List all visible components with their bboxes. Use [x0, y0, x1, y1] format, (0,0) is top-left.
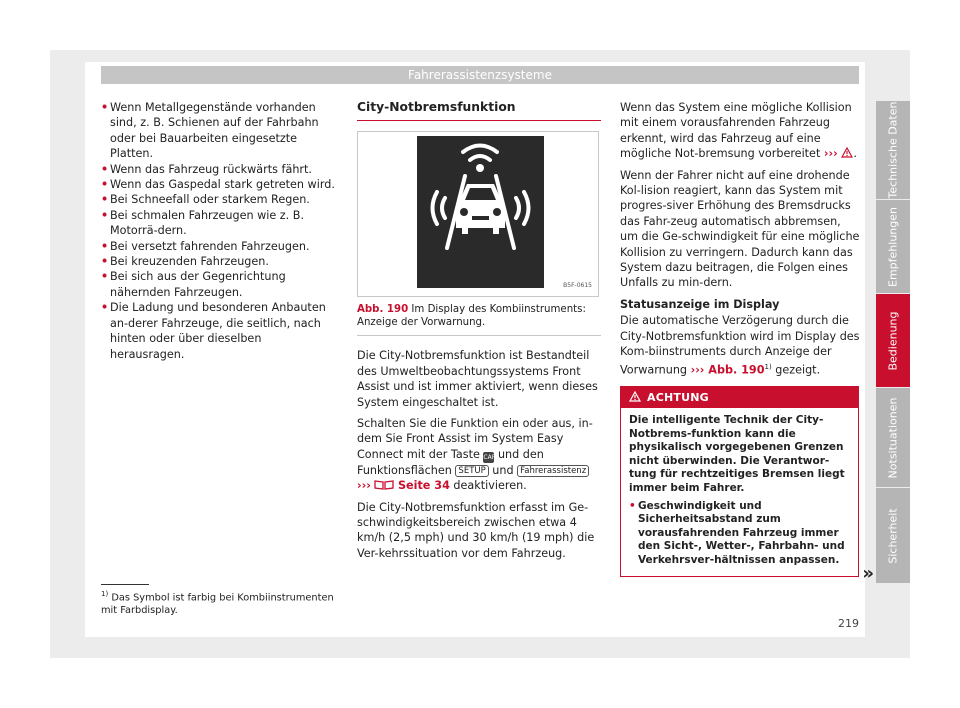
- warning-body: Die intelligente Technik der City-Notbrems-funktion kann die physikalisch vorgegebenen Grenzen nicht überwinden. Die Verantwor-tung für rechtzeitiges Bremsen liegt immer beim Fahrer. • Geschwindigkeit und Sicherheitsabstand zum vorausfahrenden Fahrzeug immer den Sicht-, Wetter-, Fahrbahn- und Verkehrsver-hältnissen anpassen.: [621, 408, 858, 576]
- list-item: • Bei schmalen Fahrzeugen wie z. B. Motorrä-dern.: [101, 208, 305, 238]
- figure-label: Abb. 190: [357, 304, 409, 316]
- car-key-icon: CAR: [483, 453, 496, 461]
- collision-warning-icon: [417, 136, 544, 288]
- tab-empfehlungen[interactable]: Empfehlungen: [876, 200, 910, 293]
- list-item: • Wenn Metallgegenstände vorhanden sind, z. B. Schienen auf der Fahrbahn oder bei Bauarbeiten eingesetzte Platten.: [101, 101, 319, 161]
- paragraph: Die automatische Verzögerung durch die City-Notbremsfunktion wird im Display des Kom-biinstruments durch Anzeige der Vorwarnung ››› Abb. 190$^{1)}$ gezeigt.: [620, 314, 860, 377]
- figure-caption: [357, 303, 601, 336]
- bullet-icon: •: [101, 255, 109, 269]
- paragraph: Wenn das System eine mögliche Kollision mit einem vorausfahrenden Fahrzeug erkennt, wird das Fahrzeug auf eine mögliche Not-bremsung vorbereitet ››› .: [620, 101, 857, 161]
- figure-code: B5F-0615: [563, 282, 592, 289]
- list-item: • Wenn das Fahrzeug rückwärts fährt.: [101, 162, 312, 176]
- right-column: [620, 100, 874, 585]
- subheading: Statusanzeige im Display: [620, 297, 780, 311]
- tab-technische-daten[interactable]: Technische Daten: [876, 101, 910, 199]
- tab-sicherheit[interactable]: Sicherheit: [876, 488, 910, 583]
- tab-bedienung[interactable]: Bedienung: [876, 294, 910, 387]
- list-item: • Die Ladung und besonderen Anbauten an-derer Fahrzeuge, die seitlich, nach hinten oder über dieselben herausragen.: [101, 301, 326, 361]
- warning-triangle-icon: [629, 391, 641, 402]
- bullet-icon: •: [629, 499, 636, 512]
- list-item: • Bei sich aus der Gegenrichtung nähernden Fahrzeugen.: [101, 270, 286, 299]
- list-item: • Geschwindigkeit und Sicherheitsabstand zum vorausfahrenden Fahrzeug immer den Sicht-, Wetter-, Fahrbahn- und Verkehrsver-hältnissen anpassen.: [629, 499, 845, 566]
- figure-190: [357, 131, 599, 297]
- bullet-icon: •: [101, 178, 109, 192]
- tab-notsituationen[interactable]: Notsituationen: [876, 388, 910, 487]
- reference-arrows: ›››: [823, 147, 838, 161]
- page-number: 219: [838, 617, 859, 630]
- bullet-icon: •: [101, 101, 109, 114]
- list-item: • Bei versetzt fahrenden Fahrzeugen.: [101, 239, 310, 253]
- warning-list: [629, 500, 848, 568]
- fahrerassistenz-key: Fahrerassistenz: [517, 465, 589, 477]
- list-item: • Bei Schneefall oder starkem Regen.: [101, 193, 310, 207]
- footnote-divider: [101, 584, 149, 585]
- setup-key: SETUP: [455, 465, 488, 477]
- paragraph: Die City-Notbremsfunktion erfasst im Ge-schwindigkeitsbereich zwischen etwa 4 km/h (2,5 mph) und 30 km/h (19 mph) die Ver-kehrssituation vor dem Fahrzeug.: [357, 500, 595, 560]
- left-column: [101, 100, 339, 362]
- continue-arrow-icon: »: [862, 563, 874, 585]
- figure-reference-link[interactable]: ››› Abb. 190: [690, 363, 765, 377]
- paragraph: Wenn der Fahrer nicht auf eine drohende Kol-lision reagiert, kann das System mit progres-siver Erhöhung des Bremsdrucks das Fahr-zeug automatisch abbremsen, um die Ge-schwindigkeit für eine mögliche Kollision zu verringern. Dadurch kann das System dazu beitragen, die Folgen eines Unfalls zu min-dern.: [620, 168, 860, 290]
- dashboard-display: [417, 136, 544, 288]
- page-reference-link[interactable]: Seite 34: [397, 479, 450, 493]
- warning-triangle-icon: [841, 147, 853, 158]
- warning-header: ACHTUNG: [621, 387, 858, 408]
- footnote-marker: 1): [764, 362, 772, 371]
- reference-arrows: ›››: [357, 479, 371, 493]
- middle-column: [357, 100, 601, 567]
- list-item: • Bei kreuzenden Fahrzeugen.: [101, 255, 269, 269]
- list-item: • Wenn das Gaspedal stark getreten wird.: [101, 178, 335, 192]
- paragraph: Schalten Sie die Funktion ein oder aus, in-dem Sie Front Assist im System Easy Connect mit der Taste CAR und den Funktionsflächen SETUP und Fahrerassistenz ››› Seite 34 deaktivieren.: [357, 417, 593, 493]
- bullet-icon: •: [101, 239, 109, 253]
- paragraph: Die City-Notbremsfunktion ist Bestandteil des Umweltbeobachtungssystems Front Assist und ist immer aktiviert, wenn dieses System eingeschaltet ist.: [357, 349, 598, 409]
- bullet-icon: •: [101, 301, 109, 315]
- section-title: City-Notbremsfunktion: [357, 100, 601, 121]
- bullet-icon: •: [101, 162, 109, 176]
- bullet-icon: •: [101, 193, 109, 207]
- page-header: Fahrerassistenzsysteme: [101, 66, 859, 84]
- caption-text: Im Display des Kombiinstruments: Anzeige der Vorwarnung.: [357, 304, 586, 329]
- warning-box: [620, 386, 874, 585]
- bullet-icon: •: [101, 270, 109, 284]
- bullet-icon: •: [101, 208, 109, 222]
- footnote: $^{1)}$ Das Symbol ist farbig bei Kombiinstrumenten mit Farbdisplay.: [101, 590, 334, 616]
- book-icon: [374, 479, 394, 490]
- limitations-list: [101, 100, 339, 362]
